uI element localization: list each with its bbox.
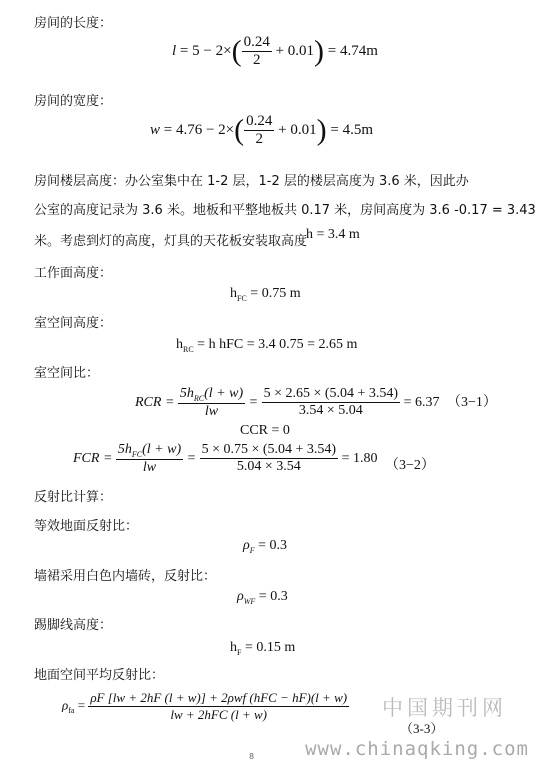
page-number: 8 (249, 752, 255, 761)
fcr-equation: FCR = $\frac{5h_{FC}(l + w)}{lw}$ = $\frac{5 \times 0.75 \times (5.04 + 3.54)}{5.04 \times 3.54}$ = 1.80 (73, 442, 378, 475)
room-space-label: 室空间高度： (34, 316, 113, 331)
width-label: 房间的宽度： (34, 94, 113, 109)
hfc-equation: $h_{FC} = 0.75$ m (230, 286, 301, 303)
fixture-height-value: h = 3.4 m (306, 227, 360, 242)
floor-height-line2: 公室的高度记录为 3.6 米。地板和平整地板共 0.17 米，房间高度为 3.6 -0.17 = 3.43 (34, 203, 536, 218)
baseboard-label: 踢脚线高度： (34, 618, 113, 633)
hrc-equation: $h_{RC} = h$ hFC = 3.4 0.75 = 2.65 m (176, 337, 358, 354)
rcr-equation: RCR = $\frac{5h_{RC}(l + w)}{lw}$ = $\frac{5 \times 2.65 \times (5.04 + 3.54)}{3.54 \times 5.04}$ = 6.37 (135, 386, 440, 419)
rho-f-equation: $\rho_F = 0.3$ (243, 538, 288, 555)
length-equation: l = 5 − 2×( $\frac{0.24}{2}$ + 0.01) = 4.74m (172, 34, 378, 68)
wall-reflect-label: 墙裙采用白色内墙砖，反射比： (34, 569, 217, 584)
watermark-url: www.chinaqking.com (305, 738, 529, 760)
floor-height-line3: 米。考虑到灯的高度，灯具的天花板安装取高度 (34, 234, 308, 249)
work-plane-label: 工作面高度： (34, 266, 113, 281)
rho-fa-equation: $\rho_{fa}$ = $\frac{\text{ρF [lw + 2hF (l + w)] + 2ρwf (hFC − hF)(l + w)}}{\text{lw + 2hFC (l + w)}}$ (62, 690, 348, 722)
room-ratio-label: 室空间比： (34, 366, 100, 381)
floor-height-line1: 房间楼层高度：办公室集中在 1-2 层，1-2 层的楼层高度为 3.6 米，因此办 (34, 174, 469, 189)
reflect-calc-label: 反射比计算： (34, 490, 113, 505)
eq-number-3-2: （3−2） (385, 458, 435, 473)
eq-number-3-3: （3-3） (400, 721, 444, 736)
hf-equation: $h_F = 0.15$ m (230, 640, 296, 657)
floor-reflect-label: 等效地面反射比： (34, 519, 139, 534)
floor-avg-reflect-label: 地面空间平均反射比： (34, 668, 165, 683)
ccr-equation: CCR = 0 (240, 423, 290, 438)
width-equation: w = 4.76 − 2×( $\frac{0.24}{2}$ + 0.01) = 4.5m (150, 113, 374, 147)
length-label: 房间的长度： (34, 16, 113, 31)
watermark-cn: 中国期刊网 (382, 696, 507, 720)
rho-wf-equation: $\rho_{WF} = 0.3$ (237, 589, 288, 606)
eq-number-3-1: （3−1） (447, 395, 497, 410)
